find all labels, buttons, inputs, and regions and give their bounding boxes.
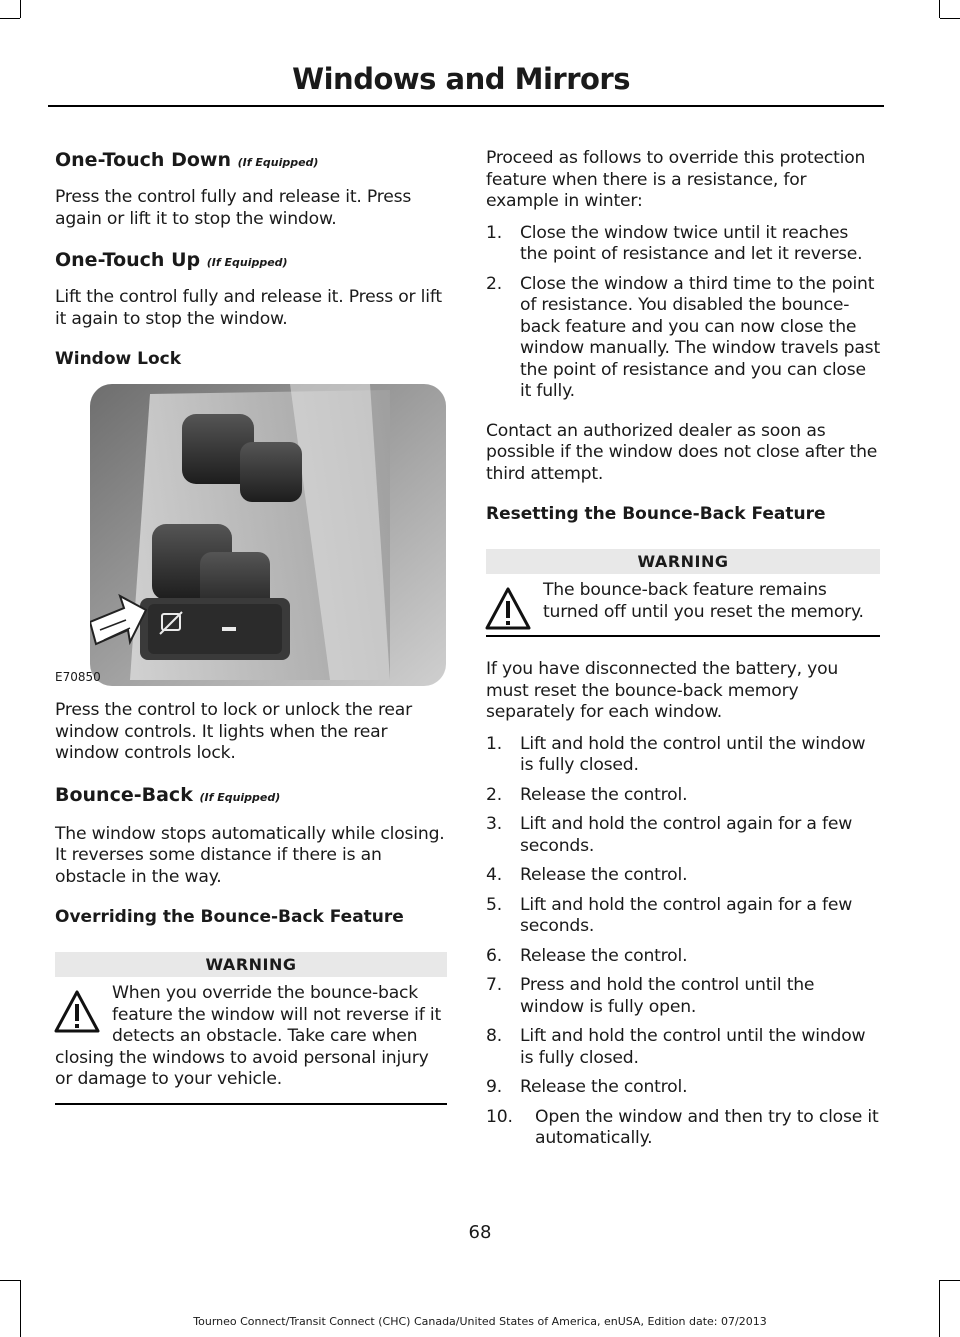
bounce-back-text: The window stops automatically while closing. It reverses some distance if there is an obstacle in the way. [55, 823, 445, 887]
list-item: 1. Close the window twice until it reaches the point of resistance and let it reverse. [486, 222, 863, 264]
contact-text: Contact an authorized dealer as soon as possible if the window does not close after the third attempt. [486, 420, 878, 484]
bounce-back-heading [55, 783, 447, 810]
window-lock-illustration [90, 384, 446, 686]
page-title: Windows and Mirrors [292, 62, 630, 96]
override-heading: Overriding the Bounce-Back Feature [55, 907, 404, 927]
override-intro: Proceed as follows to override this protection feature when there is a resistance, for example in winter: [486, 148, 866, 211]
left-column [55, 148, 447, 1105]
reset-heading: Resetting the Bounce-Back Feature [486, 504, 826, 524]
list-item: 10. Open the window and then try to close it automatically. [486, 1106, 879, 1148]
window-lock-heading: Window Lock [55, 349, 182, 369]
reset-intro: If you have disconnected the battery, you must reset the bounce-back memory separately for each window. [486, 659, 839, 722]
list-item: 6. Release the control. [486, 945, 688, 966]
warning-box [486, 574, 880, 635]
crop-mark [0, 1280, 20, 1281]
heading-text: Bounce-Back [55, 783, 193, 806]
override-steps-list [486, 223, 880, 403]
warning-end-rule [55, 1103, 447, 1105]
heading-text: One-Touch Up [55, 249, 201, 271]
crop-mark [939, 0, 940, 18]
figure-label: E70850 [55, 670, 101, 684]
crop-mark [0, 18, 20, 19]
one-touch-up-heading [55, 248, 447, 275]
footer-text: Tourneo Connect/Transit Connect (CHC) Canada/United States of America, enUSA, Edition date: 07/2013 [193, 1315, 767, 1328]
window-switch-figure [55, 384, 446, 686]
header-rule [48, 105, 884, 107]
list-item: 3. Lift and hold the control again for a few seconds. [486, 814, 853, 856]
list-item: 2. Release the control. [486, 784, 688, 805]
crop-mark [939, 1280, 940, 1337]
list-item: 2. Close the window a third time to the point of resistance. You disabled the bounce-back feature and you can now close the window manually. The window travels past the point of resistance and you can close it fully. [486, 273, 880, 401]
warning-triangle-icon [52, 987, 102, 1037]
list-item: 9. Release the control. [486, 1077, 688, 1097]
reset-steps-list [486, 734, 880, 1150]
crop-mark [20, 0, 21, 18]
window-lock-text: Press the control to lock or unlock the rear window controls. It lights when the rear window controls lock. [55, 700, 413, 763]
warning-box [55, 977, 447, 1103]
one-touch-down-text: Press the control fully and release it. Press again or lift it to stop the window. [55, 187, 412, 229]
if-equipped-tag: (If Equipped) [206, 256, 288, 269]
warning-triangle-icon [483, 584, 533, 634]
page-number: 68 [468, 1222, 492, 1243]
crop-mark [20, 1280, 21, 1337]
list-item: 4. Release the control. [486, 865, 688, 885]
list-item: 8. Lift and hold the control until the window is fully closed. [486, 1026, 866, 1068]
heading-text: One-Touch Down [55, 149, 231, 171]
warning-text: The bounce-back feature remains turned off until you reset the memory. [543, 580, 864, 622]
if-equipped-tag: (If Equipped) [199, 790, 281, 804]
right-column [486, 148, 880, 1158]
crop-mark [940, 18, 960, 19]
crop-mark [940, 1280, 960, 1281]
warning-bar: WARNING [55, 952, 447, 977]
list-item: 1. Lift and hold the control until the window is fully closed. [486, 733, 866, 775]
warning-bar: WARNING [486, 549, 880, 574]
list-item: 5. Lift and hold the control again for a few seconds. [486, 894, 853, 936]
warning-text: When you override the bounce-back feature the window will not reverse if it detects an obstacle. Take care when closing the windows to avoid personal injury or damage to your vehicle. [55, 983, 441, 1089]
one-touch-down-heading [55, 148, 447, 175]
list-item: 7. Press and hold the control until the window is fully open. [486, 975, 815, 1017]
if-equipped-tag: (If Equipped) [237, 156, 319, 169]
one-touch-up-text: Lift the control fully and release it. Press or lift it again to stop the window. [55, 287, 442, 329]
